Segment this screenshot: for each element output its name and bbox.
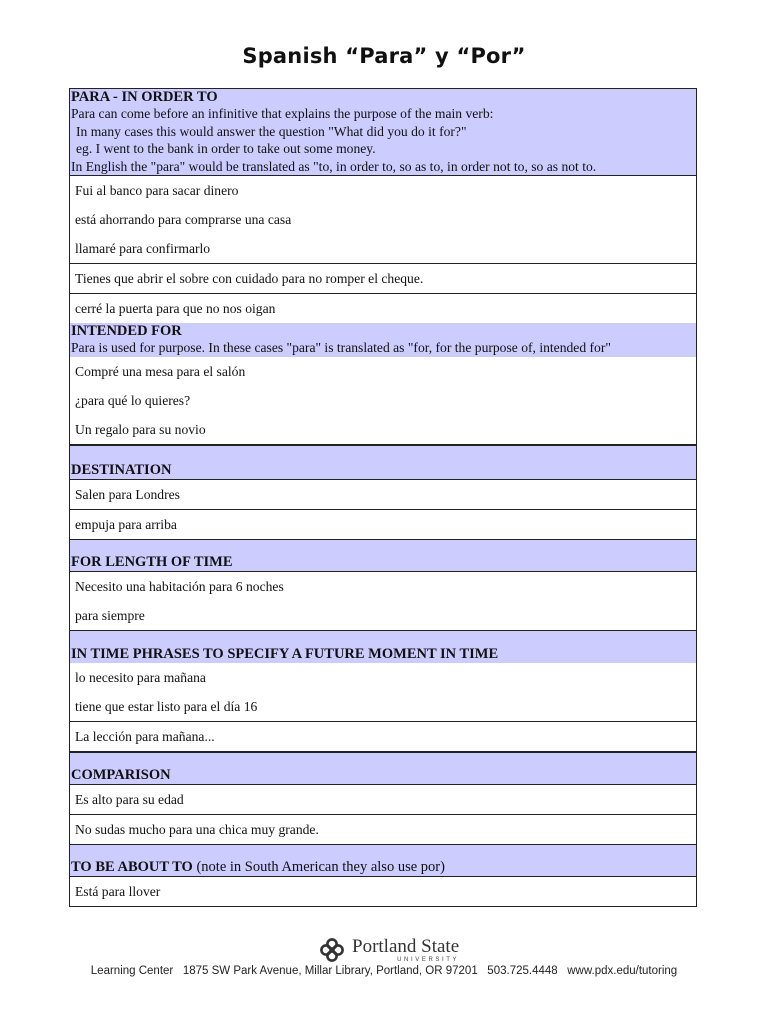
- section-header-about-to: [70, 845, 696, 877]
- logo-subtitle: UNIVERSITY: [397, 956, 460, 963]
- section-header-destination: [70, 446, 696, 480]
- logo-name: Portland State: [352, 935, 460, 957]
- section-header-in-order-to: [70, 89, 696, 176]
- example-sentence: No sudas mucho para una chica muy grande.: [75, 821, 319, 837]
- psu-knot-icon: [318, 936, 346, 964]
- example-sentence: Necesito una habitación para 6 noches: [75, 578, 284, 594]
- example-sentence: cerré la puerta para que no nos oigan: [75, 301, 276, 316]
- section-title: PARA - IN ORDER TO: [71, 89, 218, 105]
- section-explanation: In many cases this would answer the question "What did you do it for?": [76, 123, 467, 139]
- example-group: [70, 480, 696, 510]
- example-group: [70, 357, 696, 446]
- example-group: [70, 510, 696, 540]
- example-sentence: ¿para qué lo quieres?: [75, 392, 191, 408]
- example-sentence: para siempre: [75, 607, 145, 623]
- example-group: [70, 722, 696, 753]
- section-title: INTENDED FOR: [71, 323, 182, 339]
- section-note: (note in South American they also use por): [192, 858, 445, 875]
- example-sentence: Tienes que abrir el sobre con cuidado para no romper el cheque.: [75, 271, 424, 286]
- section-header-length-of-time: [70, 540, 696, 572]
- example-sentence: Salen para Londres: [75, 486, 180, 502]
- section-explanation: In English the "para" would be translated as "to, in order to, so as to, in order not to, so as not to.: [71, 158, 597, 174]
- example-group: [70, 877, 696, 906]
- example-group: [70, 264, 696, 294]
- page-title: Spanish “Para” y “Por”: [242, 44, 526, 68]
- example-group: [70, 785, 696, 815]
- example-group: [70, 294, 696, 323]
- example-sentence: Está para llover: [75, 883, 161, 899]
- example-group: [70, 663, 696, 722]
- example-sentence: La lección para mañana...: [75, 728, 215, 744]
- example-sentence: Es alto para su edad: [75, 791, 184, 807]
- example-sentence: tiene que estar listo para el día 16: [75, 698, 258, 714]
- section-header-comparison: [70, 753, 696, 785]
- example-group: [70, 572, 696, 631]
- example-sentence: Un regalo para su novio: [75, 421, 206, 437]
- section-header-future-moment: [70, 631, 696, 663]
- section-title: [70, 859, 445, 875]
- example-sentence: lo necesito para mañana: [75, 669, 206, 685]
- example-group: [70, 176, 696, 264]
- section-explanation: Para is used for purpose. In these cases "para" is translated as "for, for the purpose of, intended for": [71, 340, 611, 355]
- section-title: COMPARISON: [71, 766, 171, 783]
- section-explanation: eg. I went to the bank in order to take out some money.: [76, 141, 376, 156]
- example-group: [70, 815, 696, 845]
- para-usage-table: [69, 88, 697, 907]
- section-header-intended-for: [70, 323, 696, 357]
- example-sentence: está ahorrando para comprarse una casa: [75, 212, 292, 227]
- logo-wordmark: [352, 937, 459, 964]
- university-logo: [318, 935, 459, 965]
- example-sentence: llamaré para confirmarlo: [75, 241, 211, 256]
- example-sentence: Fui al banco para sacar dinero: [75, 183, 239, 198]
- footer-contact-line: Learning Center 1875 SW Park Avenue, Millar Library, Portland, OR 97201 503.725.4448 www.pdx.edu/tutoring: [90, 965, 678, 977]
- example-sentence: Compré una mesa para el salón: [75, 363, 246, 379]
- section-title: IN TIME PHRASES TO SPECIFY A FUTURE MOMENT IN TIME: [71, 645, 499, 662]
- section-title: DESTINATION: [71, 461, 172, 478]
- example-sentence: empuja para arriba: [75, 516, 177, 532]
- section-explanation: Para can come before an infinitive that explains the purpose of the main verb:: [71, 106, 494, 121]
- section-title-text: TO BE ABOUT TO: [71, 858, 193, 875]
- section-title: FOR LENGTH OF TIME: [71, 553, 233, 570]
